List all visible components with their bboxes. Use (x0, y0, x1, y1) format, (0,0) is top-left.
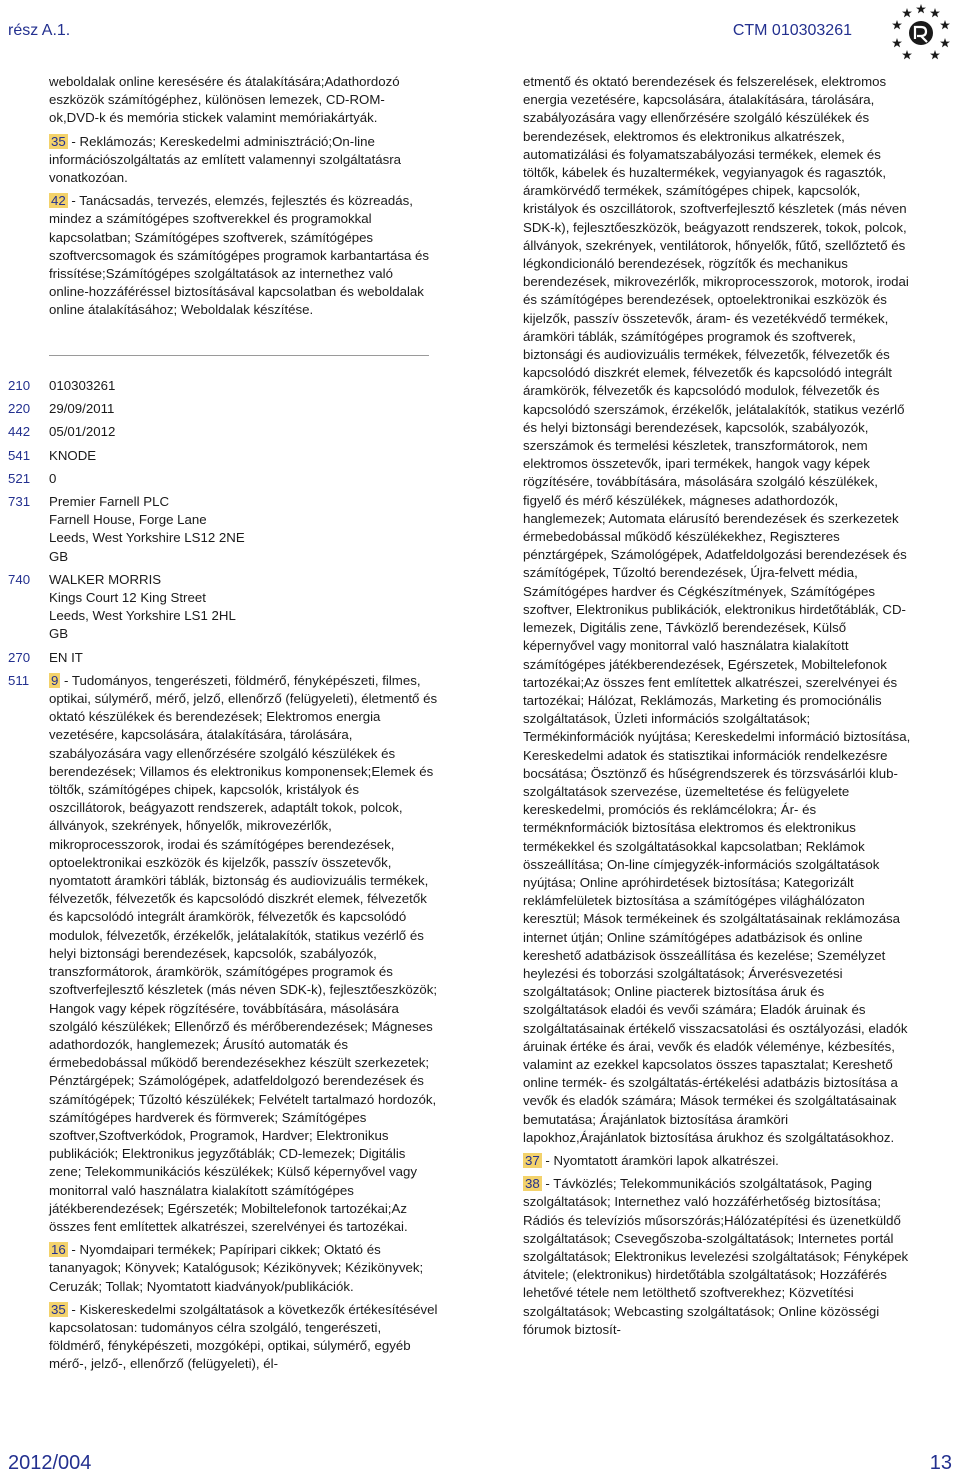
paragraph-text: - Tanácsadás, tervezés, elemzés, fejlesztés és közreadás, mindez a számítógépes szoftverekkel és programokkal kapcsolatban; Számítógépes szoftverek, számítógépes szoftvercsomagok és számítógépes programok karbantartása és frissítése;Számítógépes szolgáltatások az internethez való online-hozzáféréssel biztosításával kapcsolatban és weboldalak online átalakításához; Weboldalak készítése. (49, 193, 430, 318)
class-number-badge: 16 (51, 1242, 66, 1258)
field-442 (8, 423, 438, 441)
field-value: 29/09/2011 (49, 401, 115, 417)
paragraph-text: - Tudományos, tengerészeti, földmérő, fényképészeti, filmes, optikai, súlymérő, mérő, jelző, ellenőrző (felügyeleti), életmentő és oktató készülékek és berendezések; Elektromos energia vezetésére, kapcsolására, átalakítására, tárolására, szabályozására vagy ellenőrzésére szolgáló készülékek és berendezések; Villamos és elektronikus komponensek;Elemek és töltők, számítógépes chipek, kapcsolók, kristályok és oszcillátorok, beágyazott rendszerek, adaptált tokok, polcok, állványok, szekrények, hőnyelők, mikrovezérlők, mikroprocesszorok, irodai és számítógépes berendezések, optoelektronikai eszközök és kijelzők, passzív összetevők, nyomtatott áramköri táblák, biztonság és audiovizuális termékek, félvezetők, félvezetők és kapcsolódó diszkrét elemek, félvezetők és kapcsolódó integrált áramkörök, félvezetők és kapcsolódó modulok, félvezetők, érzékelők, jelátalakítók, statikus vezérlő és helyi biztonsági berendezések, kapcsolók, szabályozók, transzformátorok, áramkörök, számítógépes programok és szoftverfejlesztő készletek (más néven SDK-k), fejlesztőeszközök; Hangok vagy képek rögzítésére, továbbítására, másolására szolgáló készülékek; Ellenőrző és mérőberendezések; Mágneses adathordozók, hanglemezek; Árusító automaták és érmebedobással működő berendezésekhez készült szerkezetek; Pénztárgépek; Számológépek, adatfeldolgozó berendezések és számítógépek; Tűzoltó készülékek; Felvételt tartalmazó hordozók, számítógépes hardverek és förmverek; Számítógépes szoftver,Szoftverkódok, Programok, Hardver; Elektronikus publikációk; Elektronikus jegyzőtáblák; CD-lemezek; Digitális zene; Telekommunikációs készülékek; Külső képernyővel vagy monitorral való használatra kialakított számítógépes játékberendezések; Egérszeték; Mobiltelefonok tartozékai;Az összes fent említettek alkatrészei, szerelvényei és tartozékai. (49, 672, 438, 1234)
field-code: 442 (8, 424, 31, 440)
field-code: 220 (8, 401, 31, 417)
class-number-badge: 42 (51, 193, 66, 209)
field-210 (8, 377, 438, 395)
ctm-number: CTM 010303261 (732, 22, 852, 39)
class-35-paragraph (49, 1301, 438, 1374)
section-divider (49, 355, 429, 356)
left-continuation-text (49, 73, 434, 325)
field-value: KNODE (49, 447, 97, 463)
field-270 (8, 649, 438, 667)
class-number-badge: 9 (51, 672, 59, 688)
class-number-badge: 38 (525, 1176, 540, 1192)
class-35-paragraph (49, 133, 434, 188)
field-value: 010303261 (49, 378, 116, 393)
field-740 (8, 571, 438, 644)
paragraph-text: etmentő és oktató berendezések és felszerelések, elektromos energia vezetésére, kapcsolására, átalakítására, tárolására, szabályozására vagy ellenőrzésére szolgáló készülékek és berendezések, elektromos és elektronikus alkatrészek, automatizálási és folyamatszabályozási termékek, elemek és töltők, kábelek és huzaltermékek, vegyianyagok és ragasztók, áramkörvédő termékek, számítógépes chipek, kapcsolók, kristályok és oszcillátorok, szoftverfejlesztő készletek (más néven SDK-k), fejlesztőeszközök, beágyazott rendszerek, tokok, polcok, állványok, szekrények, ventilátorok, hőnyelők, fűtő, szellőztető és légkondicionáló berendezések, rögzítők és mechanikus berendezések, mikrovezérlők, mikroprocesszorok, motorok, irodai és számítógépes berendezések, optoelektronikai eszközök és kijelzők, passzív összetevők, áram- és vezetékvédő termékek, áramköri táblák, számítógépes programok és szoftverek, biztonsági és audiovizuális termékek, félvezetők, félvezetők és kapcsolódó diszkrét elemek, félvezetők és kapcsolódó integrált áramkörök, félvezetők és kapcsolódó modulok, félvezetők és kapcsolódó szerszámok, érzékelők, jelátalakítók, statikus vezérlő és helyi biztonsági berendezések, kapcsolók, szabályozók, szerszámok és termelési készletek, transzformátorok, nem elektromos összetevők, ipari termékek, hangok vagy képek rögzítésére, továbbítására, másolására szolgáló készülékek, figyelő és mérő készülékek, mágneses adathordozók, hanglemezek; Automata elárusító berendezések és szerkezetek érmebedobással működő készülékekhez, Regiszteres pénztárgépek, Számológépek, Adatfeldolgozási berendezések és számítógépek, Tűzoltó berendezések, Újra-felvett média, Számítógépes hardver és Cégkészítmények, Számítógépes szoftver, Elektronikus publikációk, elektronikus hirdetőtáblák, CD-lemezek, Digitális zene, Távközlő berendezések, Külső képernyővel vagy monitorral való használatra kialakított számítógépes játékberendezések, Egérszetek, Mobiltelefonok tartozékai;Az összes fent említettek alkatrészei, szerelvényei és tartozékai; Hálózat, Reklámozás, Marketing és promociónális szolgáltatások, Üzleti információs szolgáltatások; Termékinformációk nyújtása; Kereskedelmi információ biztosítása, Kereskedelmi adatok és statisztikai információk rendelkezésre bocsátása; Ösztönző és hűségrendszerek és törzsvásárlói klub-szolgáltatások szervezése, üzemeltetése és felügyelete kereskedelmi, promóciós és reklámcélokra; Ár- és terméknformációk biztosítása elektromos és elektronikus termékekkel és szolgáltatásokkal kapcsolatban; Reklámok összeállítása; On-line címjegyzék-információs szolgáltatások nyújtása; Online apróhirdetések biztosítása; Kategorizált reklámfelületek biztosítása a számítógépes világhálózaton keresztül; Mások termékeinek és szolgáltatásainak reklámozása internet útján; Online számítógépes adatbázisok és online kereshető adatbázisok összeállítása és kezelése; Személyzet heylezési és toborzási szolgáltatások; Árverésvezetési szolgáltatások; Online piacterek biztosítása áruk és szolgáltatások eladói és vevői számára; Eladók áruinak és szolgáltatásainak értékelő visszacsatolási és osztályozási, eladók áruinak értéke és árai, vevők és eladók véleménye, kézbesítés, valamint az ezekkel kapcsolatos összes tapasztalat; Kereshető online termék- és szolgáltatás-értékelési adatbázis biztosítása a vevők és eladók számára; Mások termékei és szolgáltatásainak bemutatása; Árajánlatok biztosítása áramköri lapokhoz,Árajánlatok biztosítása árukhoz és szolgáltatásokhoz. (523, 74, 911, 1145)
continuation-paragraph (523, 73, 911, 1147)
class-9-paragraph (49, 672, 438, 1236)
field-code: 521 (8, 470, 31, 486)
class-number-badge: 35 (51, 133, 66, 149)
field-code: 270 (8, 649, 31, 665)
field-code: 740 (8, 571, 31, 587)
paragraph-text: - Nyomtatott áramköri lapok alkatrészei. (541, 1152, 779, 1168)
class-16-paragraph (49, 1241, 438, 1296)
class-number-badge: 35 (51, 1301, 66, 1317)
class-42-paragraph (49, 192, 434, 319)
paragraph-text: weboldalak online keresésére és átalakítására;Adathordozó eszközök számítógéphez, különösen lemezek, CD-ROM-ok,DVD-k és memória stickek valamint memóriakártyák. (49, 74, 400, 126)
class-38-paragraph (523, 1175, 911, 1339)
field-code: 541 (8, 447, 31, 463)
paragraph-text: - Kiskereskedelmi szolgáltatások a következők értékesítésével kapcsolatosan: tudományos célra szolgáló, tengerészeti, földmérő, fényképészeti, mozgóképi, optikai, súlymérő, egyéb mérő-, jelző-, ellenőrző (felügyeleti), él- (49, 1301, 438, 1372)
section-label: rész A.1. (8, 22, 71, 39)
paragraph-text: - Távközlés; Telekommunikációs szolgáltatások, Paging szolgáltatások; Internethez való hozzáférhetőség biztosítása; Rádiós és televíziós műsorszórás;Hálózatépítési és üzenetküldő szolgáltatások; Csevegőszoba-szolgáltatások; Internetes portál szolgáltatások; Elektronikus levelezési szolgáltatások; Fényképek átvitele; (elektronikus) hirdetőtábla szolgáltatások; Hozzáférés lehetővé tétele nem letölthető szoftverekhez; Közvetítési szolgáltatások; Webcasting szolgáltatások; Online közösségi fórumok biztosít- (523, 1176, 909, 1337)
issue-number: 2012/004 (8, 1452, 92, 1474)
field-220 (8, 400, 438, 418)
bibliographic-fields (8, 377, 438, 1379)
field-541 (8, 447, 438, 465)
class-37-paragraph (523, 1152, 911, 1170)
right-column-text (523, 73, 911, 1344)
field-code: 731 (8, 494, 31, 510)
field-code: 210 (8, 378, 31, 393)
field-731 (8, 493, 438, 566)
field-value: EN IT (49, 649, 83, 665)
field-value: Premier Farnell PLC Farnell House, Forge Lane Leeds, West Yorkshire LS12 2NE GB (49, 494, 245, 564)
continuation-paragraph (49, 73, 434, 128)
field-value: WALKER MORRIS Kings Court 12 King Street Leeds, West Yorkshire LS1 2HL GB (49, 571, 236, 642)
goods-services-list (49, 672, 438, 1374)
ohim-logo-icon (890, 2, 952, 64)
paragraph-text: - Reklámozás; Kereskedelmi adminisztráció;On-line információszolgáltatás az említett valamennyi szolgáltatásra vonatkozóan. (49, 133, 402, 186)
field-value: 0 (49, 470, 57, 486)
paragraph-text: - Nyomdaipari termékek; Papíripari cikkek; Oktató és tananyagok; Könyvek; Katalógusok; Kézikönyvek; Kézikönyvek; Ceruzák; Tollak; Nyomtatott kiadványok/publikációk. (49, 1242, 424, 1294)
field-value: 05/01/2012 (49, 424, 116, 440)
field-511 (8, 672, 438, 1374)
field-code: 511 (8, 672, 30, 688)
field-521 (8, 470, 438, 488)
class-number-badge: 37 (525, 1152, 540, 1168)
page-number: 13 (929, 1452, 952, 1474)
